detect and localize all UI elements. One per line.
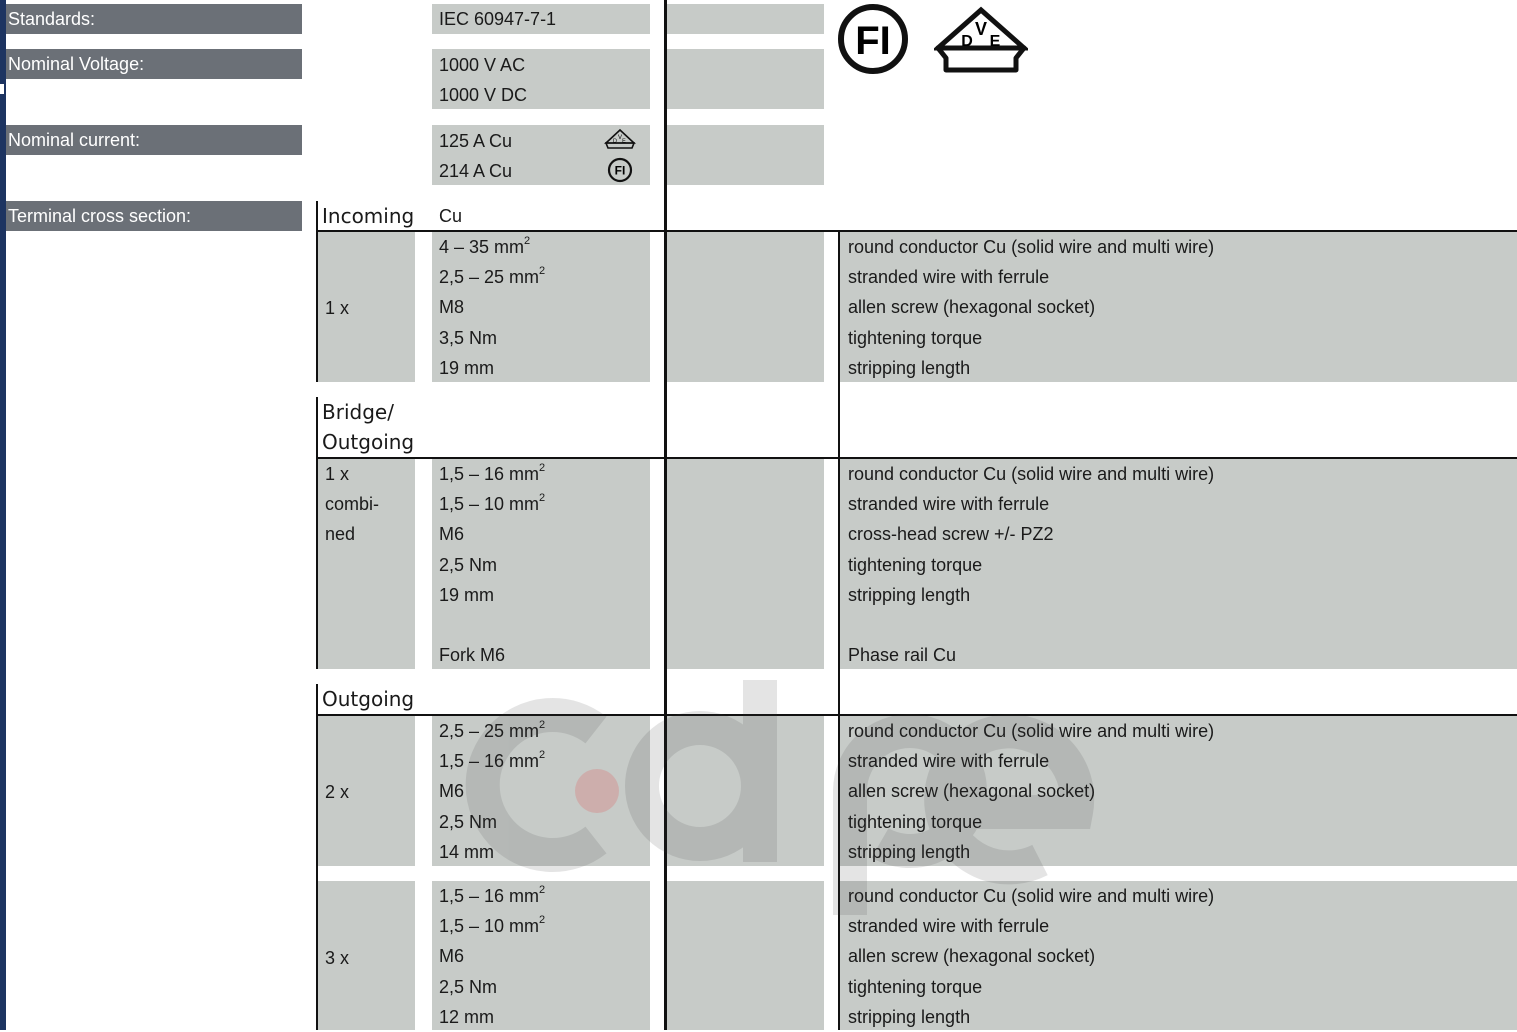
outgoing-heading: Outgoing bbox=[322, 687, 415, 711]
vde-small-e: E bbox=[622, 138, 626, 145]
bridge-qty-line: 1 x bbox=[325, 464, 350, 484]
bridge-desc bbox=[848, 610, 1214, 640]
incoming-heading: Incoming bbox=[322, 204, 415, 228]
incoming-desc: stranded wire with ferrule bbox=[848, 267, 1050, 288]
outgoing3-desc: tightening torque bbox=[848, 976, 983, 997]
outgoing3-desc: allen screw (hexagonal socket) bbox=[848, 946, 1096, 967]
outgoing3-value: M6 bbox=[439, 946, 465, 967]
bridge-value: 1,5 – 10 $mm^2$ bbox=[439, 492, 546, 515]
label-terminal-cross-section: Terminal cross section: bbox=[6, 201, 302, 231]
label-nominal-voltage: Nominal Voltage: bbox=[6, 49, 302, 79]
bridge-empty-cell bbox=[667, 459, 824, 669]
outgoing3-value: 12 mm bbox=[439, 1006, 495, 1027]
vde-logo-e: E bbox=[989, 33, 1001, 50]
outgoing-empty-cell bbox=[667, 716, 824, 866]
divider-vertical-desc bbox=[838, 232, 840, 1030]
outgoing-values bbox=[439, 716, 545, 867]
bridge-heading-line2: Outgoing bbox=[322, 430, 415, 454]
fi-certification-icon bbox=[836, 4, 910, 74]
incoming-value: 4 – 35 $mm^2$ bbox=[439, 235, 531, 257]
current-empty-cell bbox=[667, 125, 824, 185]
voltage-values bbox=[439, 50, 527, 110]
outgoing3-desc: round conductor Cu (solid wire and multi wire) bbox=[848, 886, 1215, 906]
divider-outgoing-block bbox=[316, 716, 318, 1030]
label-nominal-current: Nominal current: bbox=[6, 125, 302, 155]
current-line: 125 A Cu bbox=[439, 131, 513, 151]
bridge-desc: stranded wire with ferrule bbox=[848, 494, 1050, 515]
bridge-descriptions bbox=[848, 459, 1214, 670]
outgoing3-descriptions bbox=[848, 881, 1214, 1032]
standards-empty-cell bbox=[667, 4, 824, 34]
vde-small-icon bbox=[604, 128, 636, 152]
outgoing-value: 2,5 Nm bbox=[439, 811, 498, 832]
divider-outgoing bbox=[316, 684, 318, 714]
bridge-value: 19 mm bbox=[439, 584, 495, 605]
outgoing3-value: 1,5 – 10 $mm^2$ bbox=[439, 914, 546, 937]
outgoing3-value: 2,5 Nm bbox=[439, 976, 498, 997]
incoming-qty: 1 x bbox=[325, 298, 350, 318]
divider-bridge-block bbox=[316, 459, 318, 669]
standards-value: IEC 60947-7-1 bbox=[439, 9, 557, 29]
outgoing-value: M6 bbox=[439, 781, 465, 802]
bridge-value: 2,5 Nm bbox=[439, 554, 498, 575]
outgoing-desc: round conductor Cu (solid wire and multi wire) bbox=[848, 721, 1215, 741]
outgoing-desc: tightening torque bbox=[848, 811, 983, 832]
vde-small-v: V bbox=[617, 135, 623, 141]
bridge-qty-line: combi- bbox=[325, 494, 380, 515]
incoming-desc: allen screw (hexagonal socket) bbox=[848, 297, 1096, 318]
outgoing-desc: stranded wire with ferrule bbox=[848, 751, 1050, 772]
outgoing-desc: stripping length bbox=[848, 841, 971, 862]
bridge-value: M6 bbox=[439, 524, 465, 545]
bridge-desc: tightening torque bbox=[848, 554, 983, 575]
divider-vertical-main bbox=[664, 0, 667, 1030]
outgoing-descriptions bbox=[848, 716, 1214, 867]
outgoing-value: 1,5 – 16 $mm^2$ bbox=[439, 749, 546, 772]
incoming-values bbox=[439, 232, 545, 383]
bridge-values bbox=[439, 459, 545, 670]
voltage-line: 1000 V DC bbox=[439, 85, 528, 106]
incoming-desc: round conductor Cu (solid wire and multi wire) bbox=[848, 237, 1215, 257]
divider-incoming-block bbox=[316, 232, 318, 382]
left-accent-tick bbox=[0, 84, 4, 94]
voltage-empty-cell bbox=[667, 49, 824, 109]
incoming-value: M8 bbox=[439, 297, 465, 318]
divider-bridge bbox=[316, 397, 318, 457]
bridge-value: Fork M6 bbox=[439, 645, 506, 666]
bridge-value: 1,5 – 16 $mm^2$ bbox=[439, 462, 546, 484]
bridge-value bbox=[439, 610, 545, 640]
gutter-vertical bbox=[429, 0, 432, 1030]
outgoing-qty: 2 x bbox=[325, 782, 350, 802]
fi-logo-text: FI bbox=[855, 19, 891, 63]
incoming-desc: tightening torque bbox=[848, 327, 983, 348]
vde-certification-icon bbox=[934, 6, 1028, 74]
outgoing-desc: allen screw (hexagonal socket) bbox=[848, 781, 1096, 802]
incoming-descriptions bbox=[848, 232, 1214, 383]
outgoing3-desc: stripping length bbox=[848, 1006, 971, 1027]
vde-small-d: D bbox=[613, 138, 617, 145]
bridge-qty bbox=[325, 459, 379, 550]
outgoing-value: 14 mm bbox=[439, 841, 495, 862]
bridge-desc: round conductor Cu (solid wire and multi wire) bbox=[848, 464, 1215, 484]
incoming-value: 19 mm bbox=[439, 357, 495, 378]
vde-logo-v: V bbox=[974, 19, 988, 39]
incoming-empty-cell bbox=[667, 232, 824, 382]
outgoing-value: 2,5 – 25 $mm^2$ bbox=[439, 719, 546, 741]
outgoing3-value: 1,5 – 16 $mm^2$ bbox=[439, 884, 546, 906]
outgoing3-values bbox=[439, 881, 545, 1032]
bridge-desc: cross-head screw +/- PZ2 bbox=[848, 524, 1054, 545]
incoming-value: 2,5 – 25 $mm^2$ bbox=[439, 265, 546, 288]
bridge-heading-line1: Bridge/ bbox=[322, 400, 394, 424]
current-line: 214 A Cu bbox=[439, 161, 513, 182]
vde-logo-d: D bbox=[961, 33, 973, 50]
fi-small-text: FI bbox=[614, 163, 626, 178]
label-standards: Standards: bbox=[6, 4, 302, 34]
bridge-qty-line: ned bbox=[325, 524, 356, 545]
bridge-desc: Phase rail Cu bbox=[848, 645, 957, 666]
outgoing3-empty-cell bbox=[667, 881, 824, 1030]
incoming-desc: stripping length bbox=[848, 357, 971, 378]
fi-small-icon bbox=[607, 157, 633, 183]
outgoing3-qty: 3 x bbox=[325, 948, 350, 968]
incoming-material: Cu bbox=[439, 206, 463, 226]
current-values bbox=[439, 126, 512, 186]
voltage-line: 1000 V AC bbox=[439, 55, 526, 75]
outgoing3-desc: stranded wire with ferrule bbox=[848, 916, 1050, 937]
bridge-desc: stripping length bbox=[848, 584, 971, 605]
divider-incoming bbox=[316, 201, 318, 231]
incoming-value: 3,5 Nm bbox=[439, 327, 498, 348]
